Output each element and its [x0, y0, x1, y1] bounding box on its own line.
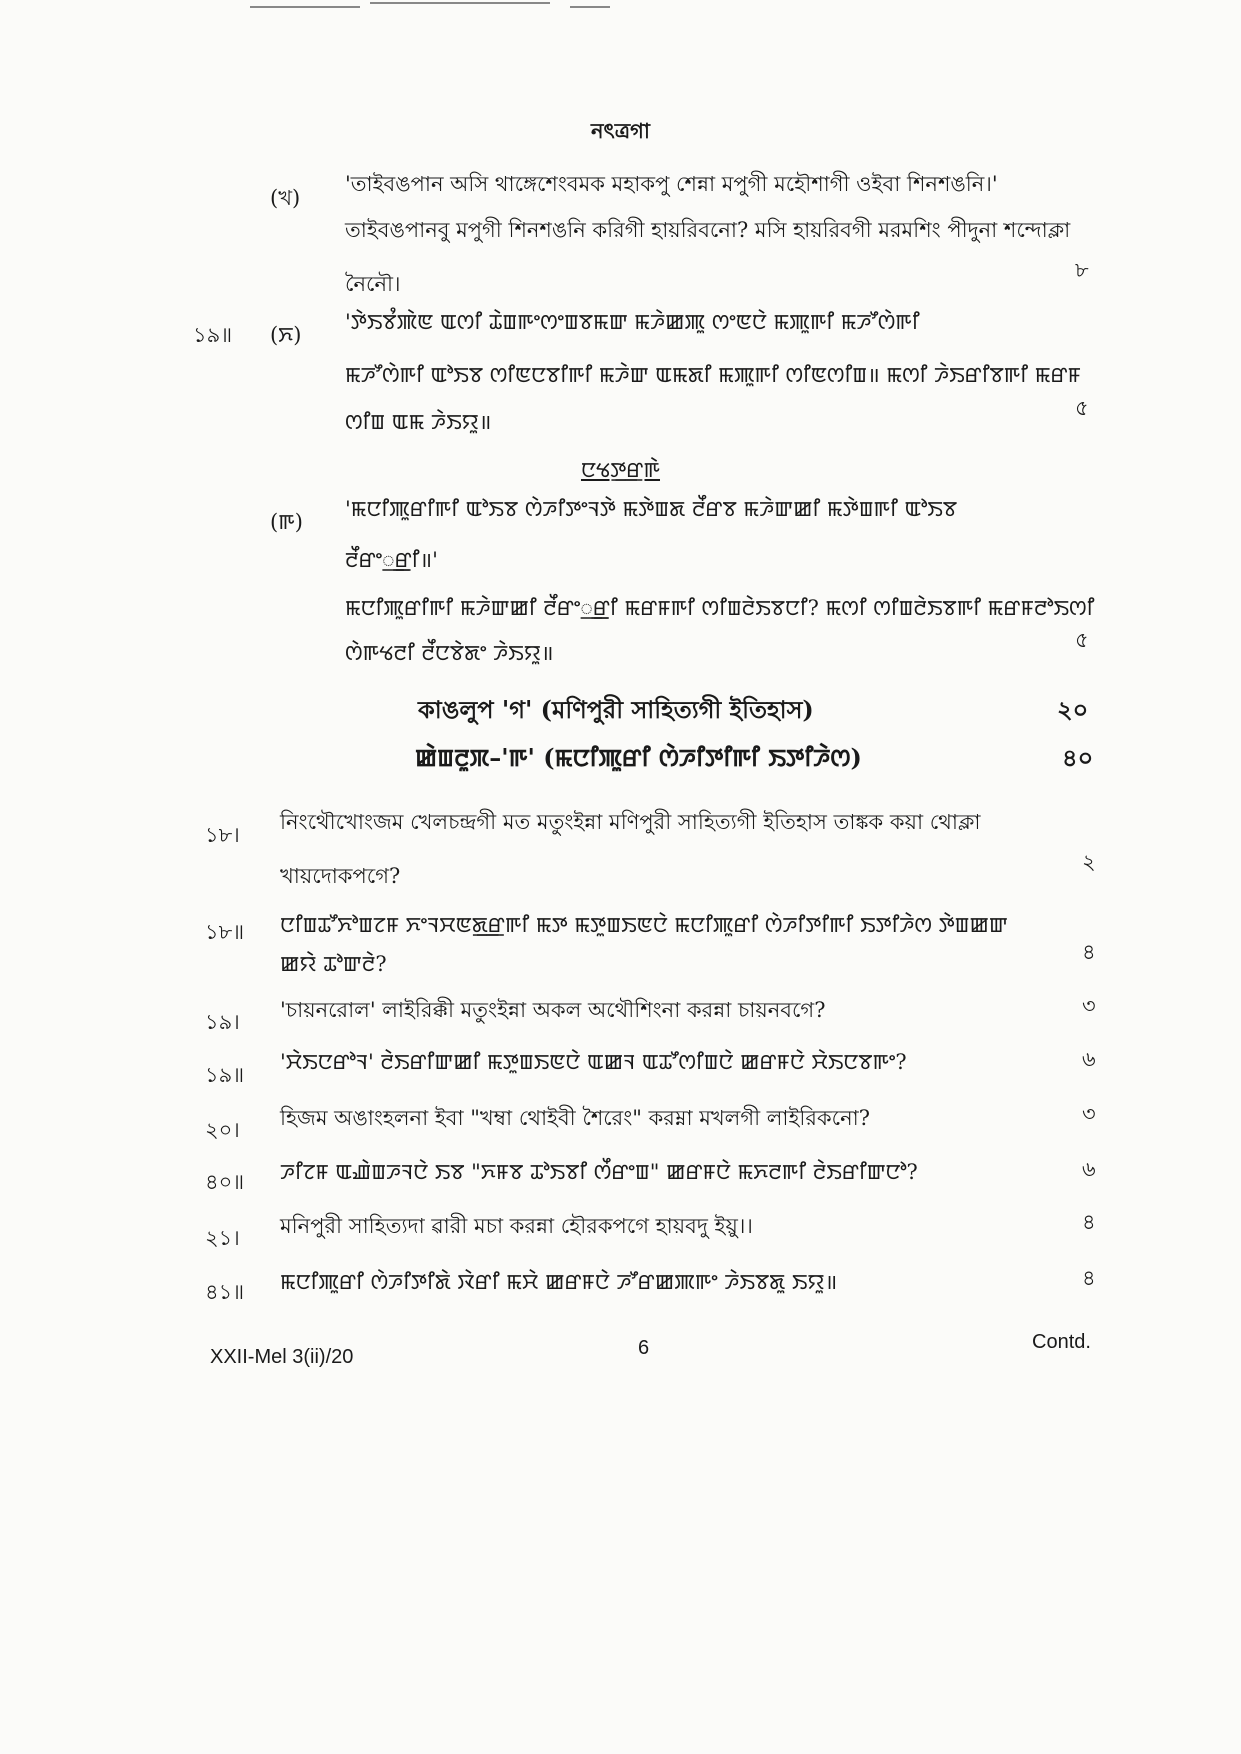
question-marks: ২	[1082, 850, 1096, 874]
question-number: ৪১॥	[205, 1280, 245, 1304]
section-marks-mm: ৪০	[1062, 743, 1094, 772]
question-number: ২১।	[205, 1226, 240, 1250]
block-line: ꯁꯤꯡ ꯑꯃ ꯍꯥꯏꯌꯨ॥	[345, 410, 492, 434]
block-line: ꯂꯩꯔꯦ꯭ꯔꯤ॥'	[345, 548, 438, 572]
block-number: ১৯॥	[193, 323, 233, 347]
block-line: 'ꯇꯥꯏꯕꯪꯄꯥꯟ ꯑꯁꯤ ꯊꯥꯡꯒꯦꯁꯦꯡꯕꯃꯛ ꯃꯍꯥꯀꯄꯨ ꯁꯦꯟꯅꯥ ꯃꯄꯨꯒꯤ ꯃꯍꯧꯁꯥꯒꯤ	[345, 310, 920, 334]
top-rule	[250, 6, 360, 8]
block-marks: ৮	[1075, 258, 1089, 282]
block-label: (ꯈ)	[270, 323, 302, 347]
top-rule	[370, 2, 550, 4]
question-line: মনিপুরী সাহিত্যদা ৱারী মচা করন্না হৌরকপগে হায়বদু ইয়ু।।	[280, 1214, 753, 1238]
question-line: ꯃꯅꯤꯄꯨꯔꯤ ꯁꯥꯍꯤꯇꯤꯗꯥ ꯋꯥꯔꯤ ꯃꯆꯥ ꯀꯔꯝꯅꯥ ꯍꯧꯔꯀꯄꯒꯦ ꯍꯥꯏꯕꯗꯨ ꯏꯌꯨ॥	[280, 1270, 838, 1294]
question-number: ৪০॥	[205, 1170, 245, 1194]
block-line: ꯁꯥꯒꯠꯂꯤ ꯂꯩꯅꯕꯥꯗꯦ ꯍꯥꯏꯌꯨ॥	[345, 641, 554, 665]
block-label: (খ)	[270, 186, 301, 210]
question-marks: ৪	[1082, 940, 1096, 964]
question-marks: ৩	[1082, 1102, 1096, 1126]
question-line: 'চায়নরোল' লাইরিক্কী মতুংইন্না অকল অথৌশিংনা করন্না চায়নবগে?	[280, 998, 826, 1022]
question-number: ২০।	[205, 1118, 240, 1142]
top-rule	[570, 6, 610, 8]
question-marks: ৪	[1082, 1210, 1096, 1234]
question-marks: ৬	[1082, 1157, 1096, 1181]
question-number: ১৯॥	[205, 1063, 245, 1087]
question-line: 'ꯆꯥꯏꯅꯔꯣꯜ' ꯂꯥꯏꯔꯤꯛꯀꯤ ꯃꯇꯨꯡꯏꯟꯅꯥ ꯑꯀꯜ ꯑꯊꯧꯁꯤꯡꯅꯥ ꯀꯔꯝꯅꯥ ꯆꯥꯏꯅꯕꯒꯦ?	[280, 1050, 907, 1074]
question-number: ১৯।	[205, 1010, 240, 1034]
block-line: নৈনৌ।	[345, 272, 401, 296]
block-marks: ৫	[1075, 628, 1089, 652]
block-label: (ꯒ)	[270, 510, 303, 534]
question-line: নিংথৌখোংজম খেলচন্দ্রগী মত মতুংইন্না মণিপুরী সাহিত্যগী ইতিহাস তাঙ্কক কয়া থোক্লা	[280, 810, 981, 834]
section-marks: ২০	[1057, 695, 1089, 724]
question-marks: ৬	[1082, 1047, 1096, 1071]
page-number: 6	[638, 1337, 650, 1359]
question-marks: ৩	[1082, 994, 1096, 1018]
block-line: তাইবঙপানবু মপুগী শিনশঙনি করিগী হায়রিবনো? মসি হায়রিবগী মরমশিং পীদুনা শন্দোক্লা	[345, 218, 1071, 242]
contd-label: Contd.	[1032, 1331, 1091, 1353]
top-heading: নৎত্রগা	[590, 118, 651, 143]
question-marks: ৪	[1082, 1266, 1096, 1290]
question-line: ꯀꯌꯥ ꯊꯣꯛꯂꯥ?	[280, 952, 387, 976]
or-heading: ꯅꯠꯇ꯭ꯔꯒꯥ	[580, 458, 660, 482]
question-line: ꯍꯤꯖꯝ ꯑꯉꯥꯡꯍꯜꯅꯥ ꯏꯕ "ꯈꯝꯕ ꯊꯣꯏꯕꯤ ꯁꯩꯔꯦꯡ" ꯀꯔꯝꯅꯥ ꯃꯈꯂꯒꯤ ꯂꯥꯏꯔꯤꯛꯅꯣ?	[280, 1160, 918, 1184]
question-line: ꯅꯤꯡꯊꯧꯈꯣꯡꯖꯝ ꯈꯦꯜꯆꯟꯗ꯭ꯔꯒꯤ ꯃꯇ ꯃꯇꯨꯡꯏꯟꯅꯥ ꯃꯅꯤꯄꯨꯔꯤ ꯁꯥꯍꯤꯇꯤꯒꯤ ꯏꯇꯤꯍꯥꯁ ꯇꯥꯡꯀꯛ	[280, 913, 1008, 937]
block-line: 'তাইবঙপান অসি থাঙ্গেশেংবমক মহাকপু শেন্না মপুগী মহৌশাগী ওইবা শিনশঙনি।'	[345, 172, 998, 196]
question-line: খায়দোকপগে?	[280, 864, 401, 888]
section-title: কাঙলুপ 'গ' (মণিপুরী সাহিত্যগী ইতিহাস)	[418, 695, 814, 724]
question-number: ১৮।	[205, 823, 240, 847]
paper-code: XXII-Mel 3(ii)/20	[210, 1346, 354, 1368]
question-number: ১৮॥	[205, 920, 245, 944]
question-line: হিজম অঙাংহলনা ইবা "খম্বা থোইবী শৈরেং" করম্না মখলগী লাইরিকনো?	[280, 1106, 871, 1130]
block-line: 'ꯃꯅꯤꯄꯨꯔꯤꯒꯤ ꯑꯣꯏꯕ ꯁꯥꯍꯤꯇꯦꯜꯇꯥ ꯃꯇꯥꯡꯗ ꯂꯩꯔꯕ ꯃꯍꯥꯛꯀꯤ ꯃꯇꯥꯡꯒꯤ ꯑꯣꯏꯕ	[345, 497, 958, 521]
section-title-mm: ꯀꯥꯡꯂꯨꯞ–'ꯒ' (ꯃꯅꯤꯄꯨꯔꯤ ꯁꯥꯍꯤꯇꯤꯒꯤ ꯏꯇꯤꯍꯥꯁ)	[415, 743, 862, 772]
block-line: ꯃꯍꯧꯁꯥꯒꯤ ꯑꯣꯏꯕ ꯁꯤꯟꯅꯕꯤꯒꯤ ꯃꯍꯥꯛ ꯑꯃꯗꯤ ꯃꯄꯨꯒꯤ ꯁꯤꯟꯁꯤꯡ॥ ꯃꯁꯤ ꯍꯥꯏꯔꯤꯕꯒꯤ ꯃꯔꯝ	[345, 363, 1081, 387]
block-marks: ৫	[1075, 396, 1089, 420]
block-line: ꯃꯅꯤꯄꯨꯔꯤꯒꯤ ꯃꯍꯥꯛꯀꯤ ꯂꯩꯔꯦ꯭ꯔꯤ ꯃꯔꯝꯒꯤ ꯁꯤꯡꯂꯥꯏꯕꯅꯤ? ꯃꯁꯤ ꯁꯤꯡꯂꯥꯏꯕꯒꯤ ꯃꯔꯝꯂꯣꯏꯁꯤ	[345, 596, 1095, 620]
